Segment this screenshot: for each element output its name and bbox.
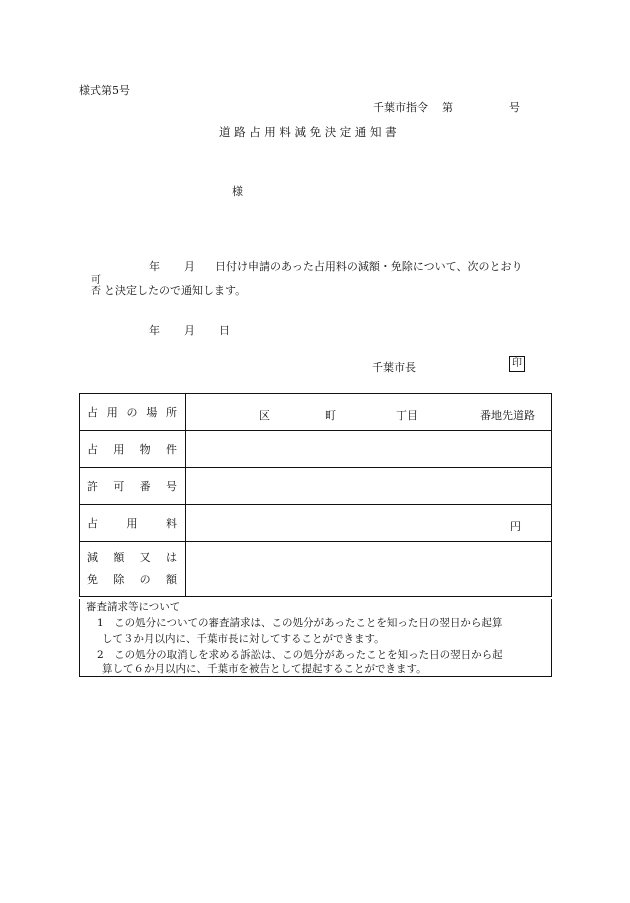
label-char: 番 [139,480,151,493]
place-value-cell[interactable] [186,394,552,431]
table-row-fee [80,505,552,542]
table-row-object [80,431,552,468]
place-ku: 区 [259,409,270,422]
place-banchi: 番地先道路 [480,409,535,422]
label-char: 用 [113,443,125,456]
reduction-label [80,542,186,597]
body-line-2: と決定したので通知します。 [104,284,247,297]
label-char: 免 [87,573,98,586]
appeal-notice [79,599,552,677]
label-char: 占 [87,406,98,419]
label-char: 場 [146,406,158,419]
date-year: 年 [149,324,160,337]
label-char: 件 [165,443,177,456]
table-row-place [80,394,552,431]
object-label [80,431,186,468]
body-line1-rest: 日付け申請のあった占用料の減額・免除について、次のとおり [215,260,523,273]
fee-label [80,505,186,542]
fee-unit: 円 [510,520,521,533]
label-char: 除 [113,573,125,586]
place-machi: 町 [325,409,336,422]
approval-choice [90,275,102,297]
doc-number-dai: 第 [442,101,453,114]
label-char: 占 [87,517,98,530]
date-month: 月 [184,324,195,337]
choice-deny: 否 [91,286,101,297]
notice-item-1-cont: して３か月以内に、千葉市長に対してすることができます。 [102,633,385,645]
fee-value-cell[interactable] [186,505,552,542]
table-row-permit [80,468,552,505]
label-char: は [165,551,177,564]
label-char: 許 [87,480,98,493]
label-char: 用 [106,406,118,419]
mayor-label: 千葉市長 [372,361,416,374]
form-number: 様式第5号 [79,84,130,97]
notice-item-1: 1 この処分についての審査請求は、この処分があったことを知った日の翌日から起算 [97,617,503,629]
notice-item-2-cont: 算して６か月以内に、千葉市を被告として提起することができます。 [102,663,427,675]
recipient-honorific: 様 [232,185,243,198]
permit-value-cell[interactable] [186,468,552,505]
label-char: 占 [87,443,98,456]
document-number-line [373,99,520,115]
body-line-1 [149,258,522,274]
label-char: 用 [126,517,138,530]
table-row-reduction [80,542,552,597]
label-char: の [126,406,138,419]
info-table [79,393,552,597]
place-chome: 丁目 [396,409,418,422]
place-label [80,394,186,431]
document-title: 道路占用料減免決定通知書 [219,125,401,139]
doc-number-go: 号 [509,101,520,114]
label-char: 又 [139,551,151,564]
label-char: の [139,573,151,586]
body-year: 年 [149,260,160,273]
label-char: 号 [165,480,177,493]
label-char: 減 [87,551,98,564]
label-char: 物 [139,443,151,456]
label-char: 額 [165,573,177,586]
reduction-value-cell[interactable] [186,542,552,597]
permit-label [80,468,186,505]
doc-number-prefix: 千葉市指令 [373,101,428,114]
date-line [149,322,230,338]
label-char: 額 [113,551,125,564]
label-char: 可 [113,480,125,493]
seal-box: 印 [509,356,525,372]
label-char: 所 [166,406,177,419]
label-char: 料 [166,517,177,530]
choice-approve: 可 [91,275,101,286]
notice-item-2: 2 この処分の取消しを求める訴訟は、この処分があったことを知った日の翌日から起 [97,649,503,661]
notice-heading: 審査請求等について [86,601,181,613]
date-day: 日 [219,324,230,337]
object-value-cell[interactable] [186,431,552,468]
body-month: 月 [184,260,195,273]
